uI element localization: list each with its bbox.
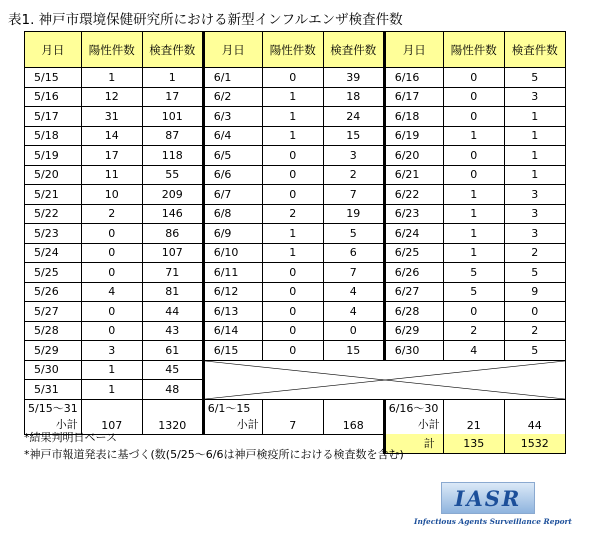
- tests-cell: 15: [323, 126, 384, 146]
- subtotal-range: 6/16～30: [388, 401, 439, 415]
- tests-cell: 1: [504, 165, 565, 185]
- positive-cell: 14: [81, 126, 142, 146]
- subtotal-label: 小計: [55, 417, 78, 431]
- positive-cell: 1: [81, 380, 142, 400]
- date-cell: 6/23: [384, 204, 443, 224]
- date-cell: 5/15: [25, 68, 82, 88]
- positive-cell: 0: [81, 224, 142, 244]
- table-row: [25, 185, 566, 205]
- date-cell: 5/17: [25, 107, 82, 127]
- tests-cell: 1: [504, 107, 565, 127]
- table-row: [25, 263, 566, 283]
- tests-cell: 1: [504, 126, 565, 146]
- tests-cell: 7: [323, 263, 384, 283]
- positive-cell: 1: [262, 107, 323, 127]
- positive-cell: 1: [262, 243, 323, 263]
- positive-cell: 0: [262, 165, 323, 185]
- date-cell: 5/20: [25, 165, 82, 185]
- tests-cell: 6: [323, 243, 384, 263]
- date-cell: 6/16: [384, 68, 443, 88]
- table-row: [25, 107, 566, 127]
- positive-cell: 0: [443, 302, 504, 322]
- date-cell: 5/18: [25, 126, 82, 146]
- date-cell: 6/20: [384, 146, 443, 166]
- header-positive: 陽性件数: [443, 32, 504, 68]
- positive-cell: 1: [262, 126, 323, 146]
- table-row: [25, 321, 566, 341]
- positive-cell: 31: [81, 107, 142, 127]
- tests-cell: 39: [323, 68, 384, 88]
- date-cell: 6/28: [384, 302, 443, 322]
- positive-cell: 0: [443, 107, 504, 127]
- tests-cell: 18: [323, 87, 384, 107]
- positive-cell: 1: [443, 243, 504, 263]
- tests-cell: 5: [323, 224, 384, 244]
- date-cell: 6/4: [203, 126, 262, 146]
- positive-cell: 1: [443, 224, 504, 244]
- date-cell: 6/10: [203, 243, 262, 263]
- date-cell: 5/16: [25, 87, 82, 107]
- date-cell: 6/1: [203, 68, 262, 88]
- table-row: [25, 360, 566, 380]
- positive-cell: 4: [443, 341, 504, 361]
- tests-cell: 19: [323, 204, 384, 224]
- header-date: 月日: [384, 32, 443, 68]
- date-cell: 5/22: [25, 204, 82, 224]
- tests-cell: 48: [142, 380, 203, 400]
- table-row: [25, 224, 566, 244]
- subtotal-label-cell: [384, 399, 443, 434]
- table-row: [25, 68, 566, 88]
- date-cell: 6/12: [203, 282, 262, 302]
- date-cell: 6/8: [203, 204, 262, 224]
- date-cell: 6/30: [384, 341, 443, 361]
- positive-cell: 1: [81, 360, 142, 380]
- date-cell: 6/29: [384, 321, 443, 341]
- positive-cell: 0: [262, 68, 323, 88]
- tests-cell: 2: [504, 321, 565, 341]
- header-positive: 陽性件数: [262, 32, 323, 68]
- positive-cell: 1: [262, 224, 323, 244]
- positive-cell: 1: [443, 204, 504, 224]
- tests-cell: 45: [142, 360, 203, 380]
- header-date: 月日: [203, 32, 262, 68]
- subtotal-positive: 107: [81, 399, 142, 434]
- total-label: 計: [384, 434, 443, 453]
- date-cell: 5/30: [25, 360, 82, 380]
- positive-cell: 0: [443, 87, 504, 107]
- date-cell: 6/21: [384, 165, 443, 185]
- tests-cell: 44: [142, 302, 203, 322]
- date-cell: 6/27: [384, 282, 443, 302]
- tests-cell: 5: [504, 341, 565, 361]
- positive-cell: 0: [262, 341, 323, 361]
- tests-cell: 3: [323, 146, 384, 166]
- header-tests: 検査件数: [504, 32, 565, 68]
- positive-cell: 12: [81, 87, 142, 107]
- date-cell: 5/25: [25, 263, 82, 283]
- positive-cell: 0: [262, 321, 323, 341]
- date-cell: 5/21: [25, 185, 82, 205]
- date-cell: 6/22: [384, 185, 443, 205]
- date-cell: 5/24: [25, 243, 82, 263]
- tests-cell: 17: [142, 87, 203, 107]
- table-row: [25, 243, 566, 263]
- subtotal-tests: 168: [323, 399, 384, 434]
- table-row: [25, 282, 566, 302]
- subtotal-tests: 44: [504, 399, 565, 434]
- tests-cell: 24: [323, 107, 384, 127]
- positive-cell: 4: [81, 282, 142, 302]
- tests-cell: 3: [504, 185, 565, 205]
- subtotal-range: 5/15～31: [28, 401, 78, 415]
- positive-cell: 0: [81, 263, 142, 283]
- tests-cell: 86: [142, 224, 203, 244]
- positive-cell: 1: [81, 68, 142, 88]
- positive-cell: 0: [262, 146, 323, 166]
- positive-cell: 0: [81, 243, 142, 263]
- cross-out-lines: [205, 361, 565, 399]
- table-row: [25, 302, 566, 322]
- date-cell: 6/14: [203, 321, 262, 341]
- tests-cell: 15: [323, 341, 384, 361]
- header-tests: 検査件数: [142, 32, 203, 68]
- date-cell: 5/31: [25, 380, 82, 400]
- date-cell: 6/26: [384, 263, 443, 283]
- tests-cell: 146: [142, 204, 203, 224]
- positive-cell: 1: [443, 126, 504, 146]
- date-cell: 6/6: [203, 165, 262, 185]
- positive-cell: 11: [81, 165, 142, 185]
- positive-cell: 0: [262, 282, 323, 302]
- tests-cell: 1: [504, 146, 565, 166]
- date-cell: 6/13: [203, 302, 262, 322]
- tests-cell: 101: [142, 107, 203, 127]
- note-source: *神戸市報道発表に基づく(数(5/25～6/6は神戸検疫所における検査数を含む): [24, 448, 404, 461]
- subtotal-positive: 21: [443, 399, 504, 434]
- positive-cell: 0: [81, 321, 142, 341]
- header-row: [25, 32, 566, 68]
- tests-cell: 118: [142, 146, 203, 166]
- date-cell: 6/7: [203, 185, 262, 205]
- tests-cell: 3: [504, 204, 565, 224]
- table-title: 表1. 神戸市環境保健研究所における新型インフルエンザ検査件数: [8, 12, 403, 28]
- positive-cell: 10: [81, 185, 142, 205]
- tests-cell: 2: [323, 165, 384, 185]
- tests-cell: 4: [323, 302, 384, 322]
- subtotal-label: 小計: [236, 417, 259, 431]
- tests-cell: 3: [504, 87, 565, 107]
- header-tests: 検査件数: [323, 32, 384, 68]
- positive-cell: 0: [443, 165, 504, 185]
- subtotal-positive: 7: [262, 399, 323, 434]
- date-cell: 5/28: [25, 321, 82, 341]
- date-cell: 5/23: [25, 224, 82, 244]
- tests-cell: 81: [142, 282, 203, 302]
- header-date: 月日: [25, 32, 82, 68]
- tests-cell: 61: [142, 341, 203, 361]
- tests-cell: 71: [142, 263, 203, 283]
- positive-cell: 5: [443, 282, 504, 302]
- table-row: [25, 341, 566, 361]
- tests-cell: 7: [323, 185, 384, 205]
- positive-cell: 0: [262, 185, 323, 205]
- table-row: [25, 126, 566, 146]
- header-positive: 陽性件数: [81, 32, 142, 68]
- date-cell: 6/25: [384, 243, 443, 263]
- note-result-basis: *結果判明日ベース: [24, 431, 117, 444]
- table-row: [25, 87, 566, 107]
- tests-cell: 0: [323, 321, 384, 341]
- positive-cell: 1: [262, 87, 323, 107]
- date-cell: 6/19: [384, 126, 443, 146]
- empty-crossed-cell: [203, 360, 565, 399]
- iasr-logo-text: IASR: [454, 486, 522, 511]
- positive-cell: 5: [443, 263, 504, 283]
- subtotal-tests: 1320: [142, 399, 203, 434]
- tests-cell: 107: [142, 243, 203, 263]
- tests-cell: 9: [504, 282, 565, 302]
- tests-cell: 55: [142, 165, 203, 185]
- tests-cell: 4: [323, 282, 384, 302]
- positive-cell: 0: [262, 302, 323, 322]
- date-cell: 6/2: [203, 87, 262, 107]
- tests-cell: 0: [504, 302, 565, 322]
- positive-cell: 3: [81, 341, 142, 361]
- date-cell: 5/26: [25, 282, 82, 302]
- table-row: [25, 204, 566, 224]
- date-cell: 6/15: [203, 341, 262, 361]
- total-positive: 135: [443, 434, 504, 453]
- table-row: [25, 165, 566, 185]
- positive-cell: 0: [443, 68, 504, 88]
- positive-cell: 17: [81, 146, 142, 166]
- date-cell: 5/19: [25, 146, 82, 166]
- iasr-logo-subtitle: Infectious Agents Surveillance Report: [414, 517, 572, 526]
- date-cell: 5/27: [25, 302, 82, 322]
- tests-cell: 2: [504, 243, 565, 263]
- date-cell: 6/3: [203, 107, 262, 127]
- iasr-logo: [441, 482, 535, 514]
- tests-cell: 1: [142, 68, 203, 88]
- date-cell: 6/18: [384, 107, 443, 127]
- tests-cell: 5: [504, 68, 565, 88]
- positive-cell: 2: [81, 204, 142, 224]
- tests-cell: 87: [142, 126, 203, 146]
- test-count-table: [24, 31, 566, 454]
- subtotal-label: 小計: [417, 417, 440, 431]
- subtotal-label-cell: [203, 399, 262, 434]
- total-tests: 1532: [504, 434, 565, 453]
- positive-cell: 1: [443, 185, 504, 205]
- tests-cell: 3: [504, 224, 565, 244]
- positive-cell: 2: [262, 204, 323, 224]
- date-cell: 6/11: [203, 263, 262, 283]
- tests-cell: 43: [142, 321, 203, 341]
- subtotal-range: 6/1～15: [207, 401, 251, 415]
- date-cell: 6/24: [384, 224, 443, 244]
- date-cell: 6/5: [203, 146, 262, 166]
- positive-cell: 0: [443, 146, 504, 166]
- tests-cell: 5: [504, 263, 565, 283]
- date-cell: 6/9: [203, 224, 262, 244]
- date-cell: 6/17: [384, 87, 443, 107]
- date-cell: 5/29: [25, 341, 82, 361]
- positive-cell: 0: [81, 302, 142, 322]
- positive-cell: 2: [443, 321, 504, 341]
- table-row: [25, 146, 566, 166]
- positive-cell: 0: [262, 263, 323, 283]
- tests-cell: 209: [142, 185, 203, 205]
